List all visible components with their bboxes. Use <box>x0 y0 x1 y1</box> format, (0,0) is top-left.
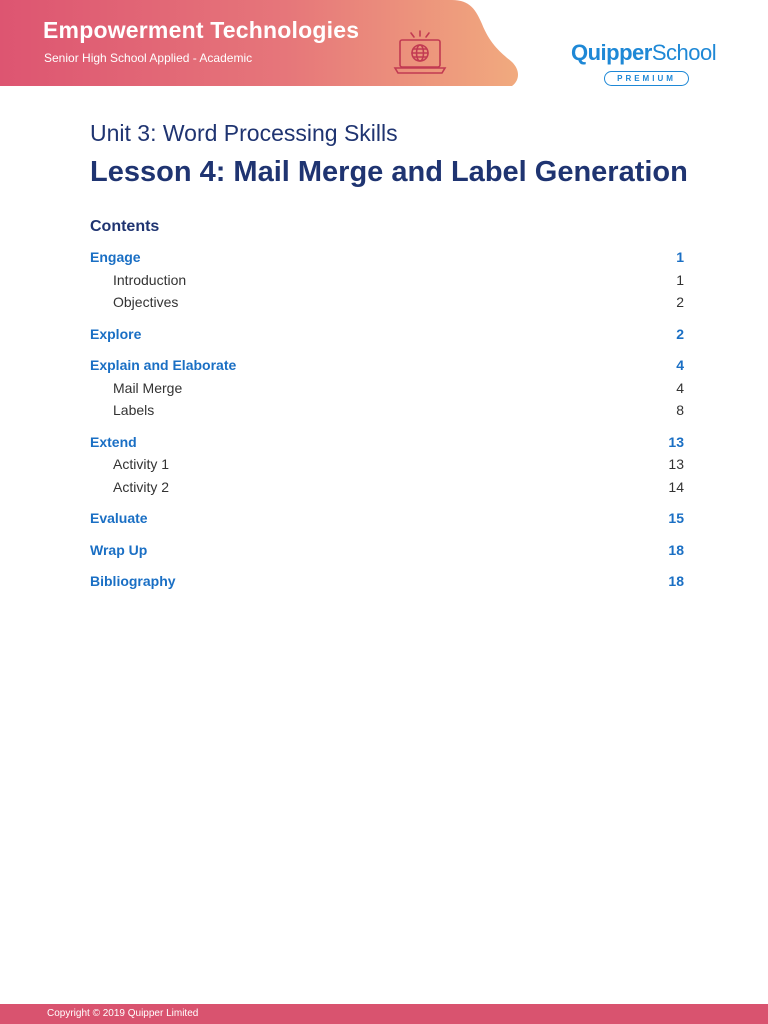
toc-subentry-page: 14 <box>668 478 684 495</box>
toc-subentry-activity-1[interactable] <box>90 454 684 477</box>
toc-subentry-page: 1 <box>676 271 684 288</box>
toc-entry-label: Extend <box>90 433 137 450</box>
toc-entry-wrap-up[interactable] <box>90 540 684 563</box>
toc-entry-explore[interactable] <box>90 324 684 347</box>
toc-entry-page: 18 <box>668 541 684 558</box>
toc-section <box>90 432 684 500</box>
toc-entry-explain-and-elaborate[interactable] <box>90 355 684 378</box>
lesson-title: Lesson 4: Mail Merge and Label Generation <box>90 156 688 188</box>
toc-subentry-page: 4 <box>676 379 684 396</box>
toc-subentry-page: 2 <box>676 294 684 310</box>
toc-entry-bibliography[interactable] <box>90 571 684 594</box>
toc-subentry-label: Introduction <box>113 271 187 288</box>
toc-subentry-label: Objectives <box>113 294 179 310</box>
toc-section <box>90 540 684 563</box>
toc-entry-label: Bibliography <box>90 573 176 589</box>
toc-entry-engage[interactable] <box>90 247 684 270</box>
unit-title: Unit 3: Word Processing Skills <box>90 120 398 146</box>
footer-bar <box>0 1004 768 1024</box>
toc-subentry-page: 8 <box>676 402 684 418</box>
toc-entry-page: 2 <box>676 325 684 342</box>
toc-section <box>90 247 684 315</box>
toc-subentry-introduction[interactable] <box>90 270 684 293</box>
toc-section <box>90 571 684 594</box>
table-of-contents <box>90 247 684 603</box>
toc-subentry-label: Activity 1 <box>113 456 170 472</box>
quipper-school-logo <box>571 40 723 88</box>
contents-heading: Contents <box>90 218 160 235</box>
course-title: Empowerment Technologies <box>43 17 360 43</box>
toc-subentry-objectives[interactable] <box>90 292 684 315</box>
toc-entry-extend[interactable] <box>90 432 684 455</box>
course-subtitle: Senior High School Applied - Academic <box>44 51 253 65</box>
toc-subentry-label: Activity 2 <box>113 478 170 495</box>
logo-quipper: Quipper <box>571 40 652 65</box>
toc-subentry-label: Mail Merge <box>113 379 183 396</box>
toc-entry-label: Explore <box>90 325 142 342</box>
toc-entry-label: Evaluate <box>90 510 148 526</box>
logo-school: School <box>651 40 717 65</box>
toc-subentry-page: 13 <box>668 456 684 472</box>
toc-entry-page: 15 <box>668 510 684 526</box>
toc-entry-page: 18 <box>668 573 684 589</box>
copyright-notice: Copyright © 2019 Quipper Limited <box>47 1008 199 1019</box>
toc-subentry-label: Labels <box>113 402 155 418</box>
toc-entry-page: 4 <box>676 357 684 373</box>
toc-entry-page: 1 <box>676 249 684 265</box>
header-banner <box>0 0 768 86</box>
toc-section <box>90 324 684 347</box>
toc-section <box>90 355 684 423</box>
logo-wordmark <box>571 40 716 66</box>
toc-subentry-labels[interactable] <box>90 400 684 423</box>
toc-entry-label: Explain and Elaborate <box>90 357 237 373</box>
toc-entry-label: Engage <box>90 249 141 265</box>
toc-subentry-mail-merge[interactable] <box>90 378 684 401</box>
toc-entry-page: 13 <box>668 433 684 450</box>
toc-entry-evaluate[interactable] <box>90 508 684 531</box>
toc-entry-label: Wrap Up <box>90 541 148 558</box>
toc-subentry-activity-2[interactable] <box>90 477 684 500</box>
logo-premium-badge: PREMIUM <box>604 71 689 86</box>
toc-section <box>90 508 684 531</box>
laptop-globe-icon <box>392 30 448 76</box>
